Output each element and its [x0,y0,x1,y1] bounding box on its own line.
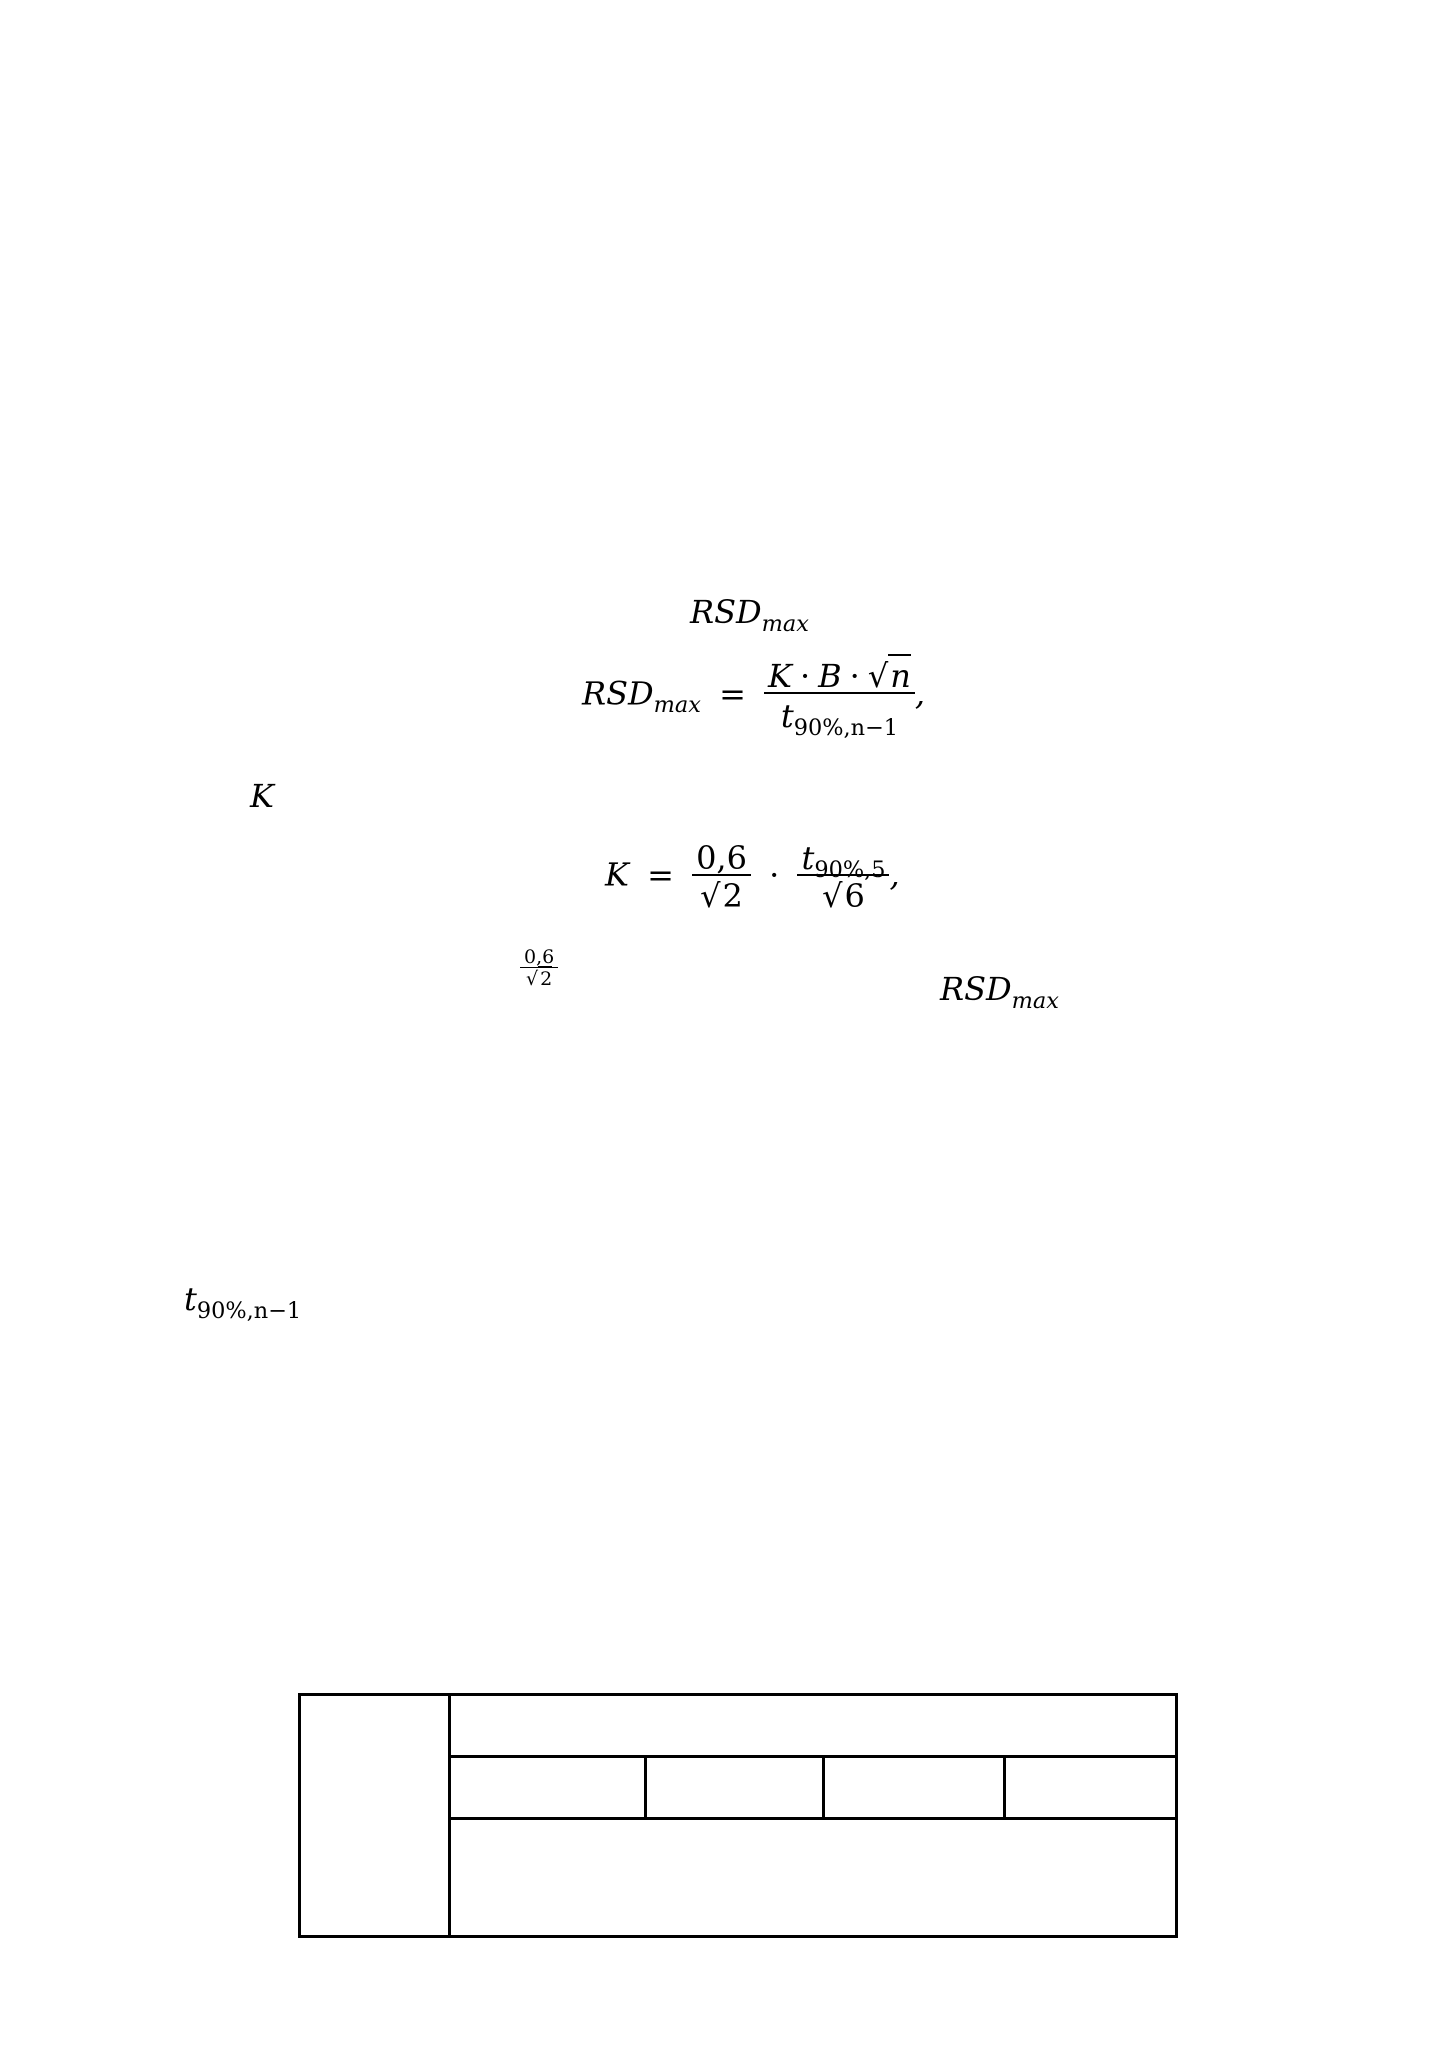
table-header-row [451,1696,1175,1758]
trailing-comma: , [889,855,900,894]
equals-sign: = [647,855,674,894]
rsd-sub: max [1011,987,1059,1014]
frac2-numerator [797,839,889,883]
rsd-eq-lhs-sub: max [653,692,701,719]
sqrt-radical-icon: √ [700,877,721,915]
t-symbol [184,1280,302,1324]
table-cell [647,1758,825,1817]
small-frac-numerator: 0,6 [524,946,555,968]
dot-operator: · [849,657,860,695]
dot-operator: · [769,855,780,894]
dot-operator: · [799,657,811,695]
table-body-row [451,1820,1175,1935]
sqrt-radical-icon: √ [867,657,889,695]
frac1-numerator: 0,6 [696,839,747,877]
t-sub: 90%,n−1 [793,714,899,741]
small-frac-denominator [520,968,558,989]
table-cell [1006,1758,1175,1817]
sqrt-radical-icon: √ [526,968,539,990]
trailing-comma: , [914,674,925,713]
rsd-eq-denominator [764,694,915,741]
rsd-main: RSD [690,593,762,631]
sqrt-argument: n [888,654,911,695]
frac1-denominator [692,876,751,915]
t-sub: 90%,n−1 [196,1297,302,1324]
rsd-eq-numerator [764,657,915,695]
sqrt-radical-icon: √ [822,877,843,915]
t-var: t [780,697,794,735]
rsd-sub: max [761,610,809,637]
rsd-max-equation [582,657,925,741]
rsd-eq-fraction [764,657,915,741]
rsd-max-inline [940,970,1059,1014]
rsd-main: RSD [940,970,1012,1008]
k-eq-fraction-2 [797,839,889,915]
small-fraction [520,948,558,989]
table-left-column [301,1696,451,1935]
table-subheader-row [451,1758,1175,1820]
data-table [298,1693,1178,1938]
k-symbol: K [250,777,274,815]
t-var: t [801,839,815,877]
table-cell [451,1758,647,1817]
rsd-eq-lhs: RSD [582,674,654,713]
equals-sign: = [719,674,746,713]
k-equation [605,839,900,915]
sqrt-argument: 2 [721,874,743,915]
k-eq-fraction-1 [692,839,751,915]
t-sub: 90%,5 [814,856,886,883]
k-var: K [768,657,792,695]
small-frac [520,948,558,989]
table-cell [825,1758,1006,1817]
k-eq-lhs: K [605,855,629,894]
sqrt-argument: 6 [842,874,864,915]
t-var: t [184,1280,197,1318]
b-var: B [818,657,842,695]
sqrt-argument: 2 [540,968,553,990]
rsd-max-symbol-heading [690,593,809,637]
